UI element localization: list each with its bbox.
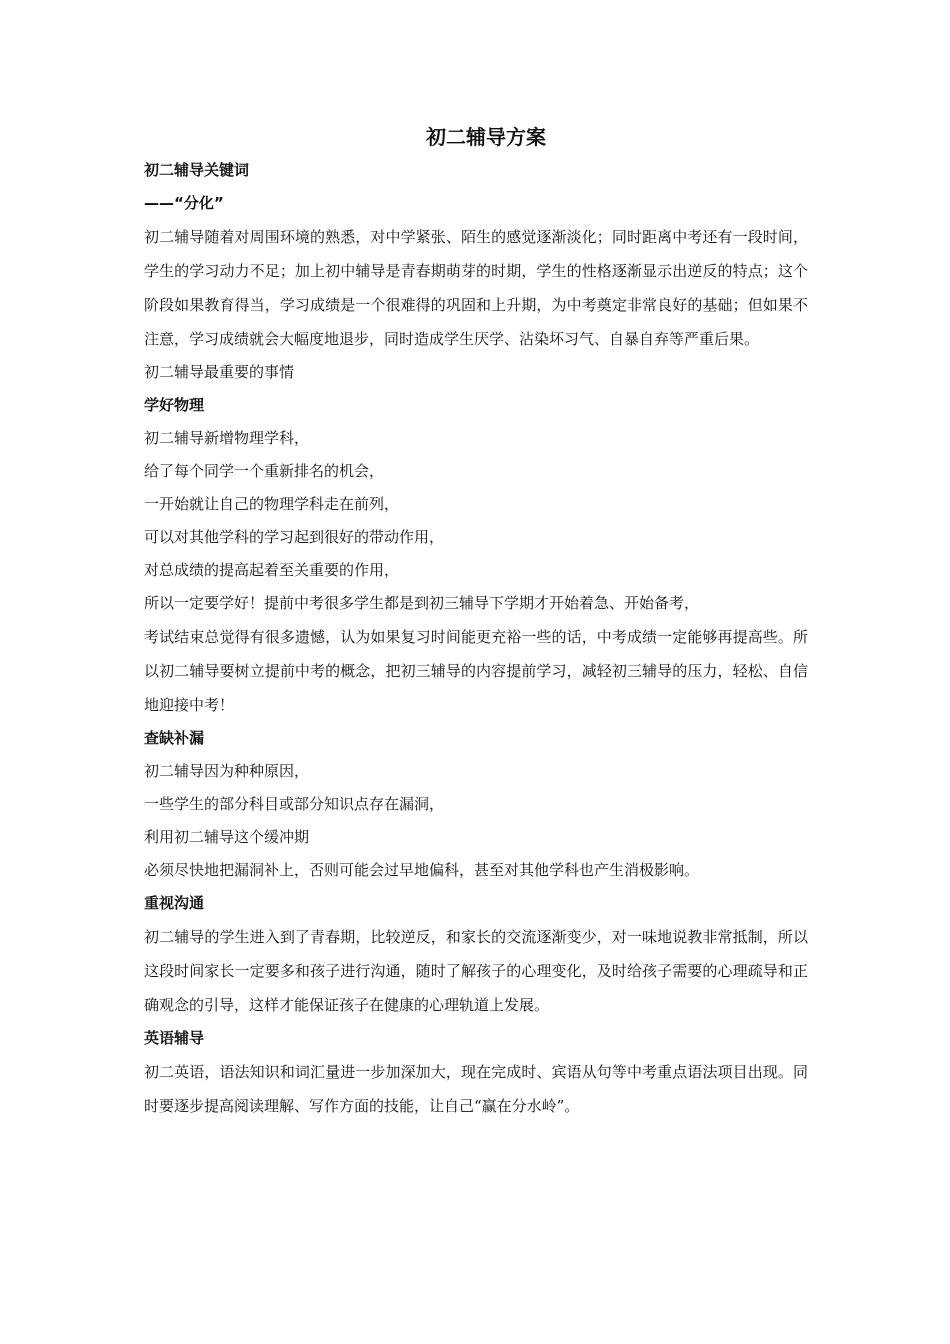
gaps-line: 利用初二辅导这个缓冲期 xyxy=(144,828,310,846)
physics-line: 对总成绩的提高起着至关重要的作用， xyxy=(144,561,400,579)
document-page xyxy=(144,120,808,1123)
physics-line: 一开始就让自己的物理学科走在前列， xyxy=(144,495,400,513)
physics-line: 给了每个同学一个重新排名的机会， xyxy=(144,462,385,480)
english-paragraph: 初二英语，语法知识和词汇量进一步加深加大，现在完成时、宾语从句等中考重点语法项目出现。同时要逐步提高阅读理解、写作方面的技能，让自己“赢在分水岭”。 xyxy=(144,1063,808,1115)
gaps-line: 一些学生的部分科目或部分知识点存在漏洞， xyxy=(144,795,445,813)
keyword-heading: 初二辅导关键词 xyxy=(144,161,250,179)
gaps-line: 必须尽快地把漏洞补上，否则可能会过早地偏科，甚至对其他学科也产生消极影响。 xyxy=(144,861,700,879)
english-heading: 英语辅导 xyxy=(144,1029,205,1047)
communication-paragraph: 初二辅导的学生进入到了青春期，比较逆反，和家长的交流逐渐变少，对一味地说教非常抵制，所以这段时间家长一定要多和孩子进行沟通，随时了解孩子的心理变化，及时给孩子需要的心理疏导和正确观念的引导，这样才能保证孩子在健康的心理轨道上发展。 xyxy=(144,928,808,1014)
gaps-line: 初二辅导因为种种原因， xyxy=(144,762,310,780)
physics-heading: 学好物理 xyxy=(144,396,205,414)
communication-heading: 重视沟通 xyxy=(144,894,205,912)
intro-paragraph: 初二辅导随着对周围环境的熟悉，对中学紧张、陌生的感觉逐渐淡化；同时距离中考还有一段时间，学生的学习动力不足；加上初中辅导是青春期萌芽的时期，学生的性格逐渐显示出逆反的特点；这个阶段如果教育得当，学习成绩是一个很难得的巩固和上升期，为中考奠定非常良好的基础；但如果不注意，学习成绩就会大幅度地退步，同时造成学生厌学、沾染坏习气、自暴自弃等严重后果。 xyxy=(144,228,808,348)
important-label: 初二辅导最重要的事情 xyxy=(144,363,295,381)
keyword-term: ——“分化” xyxy=(144,194,224,212)
physics-paragraph: 考试结束总觉得有很多遗憾，认为如果复习时间能更充裕一些的话，中考成绩一定能够再提高些。所以初二辅导要树立提前中考的概念，把初三辅导的内容提前学习，减轻初三辅导的压力，轻松、自信地迎接中考！ xyxy=(144,628,808,714)
gaps-heading: 查缺补漏 xyxy=(144,729,205,747)
physics-line: 可以对其他学科的学习起到很好的带动作用， xyxy=(144,528,445,546)
document-title: 初二辅导方案 xyxy=(426,125,546,149)
physics-line: 初二辅导新增物理学科， xyxy=(144,429,310,447)
physics-line: 所以一定要学好！提前中考很多学生都是到初三辅导下学期才开始着急、开始备考， xyxy=(144,594,700,612)
